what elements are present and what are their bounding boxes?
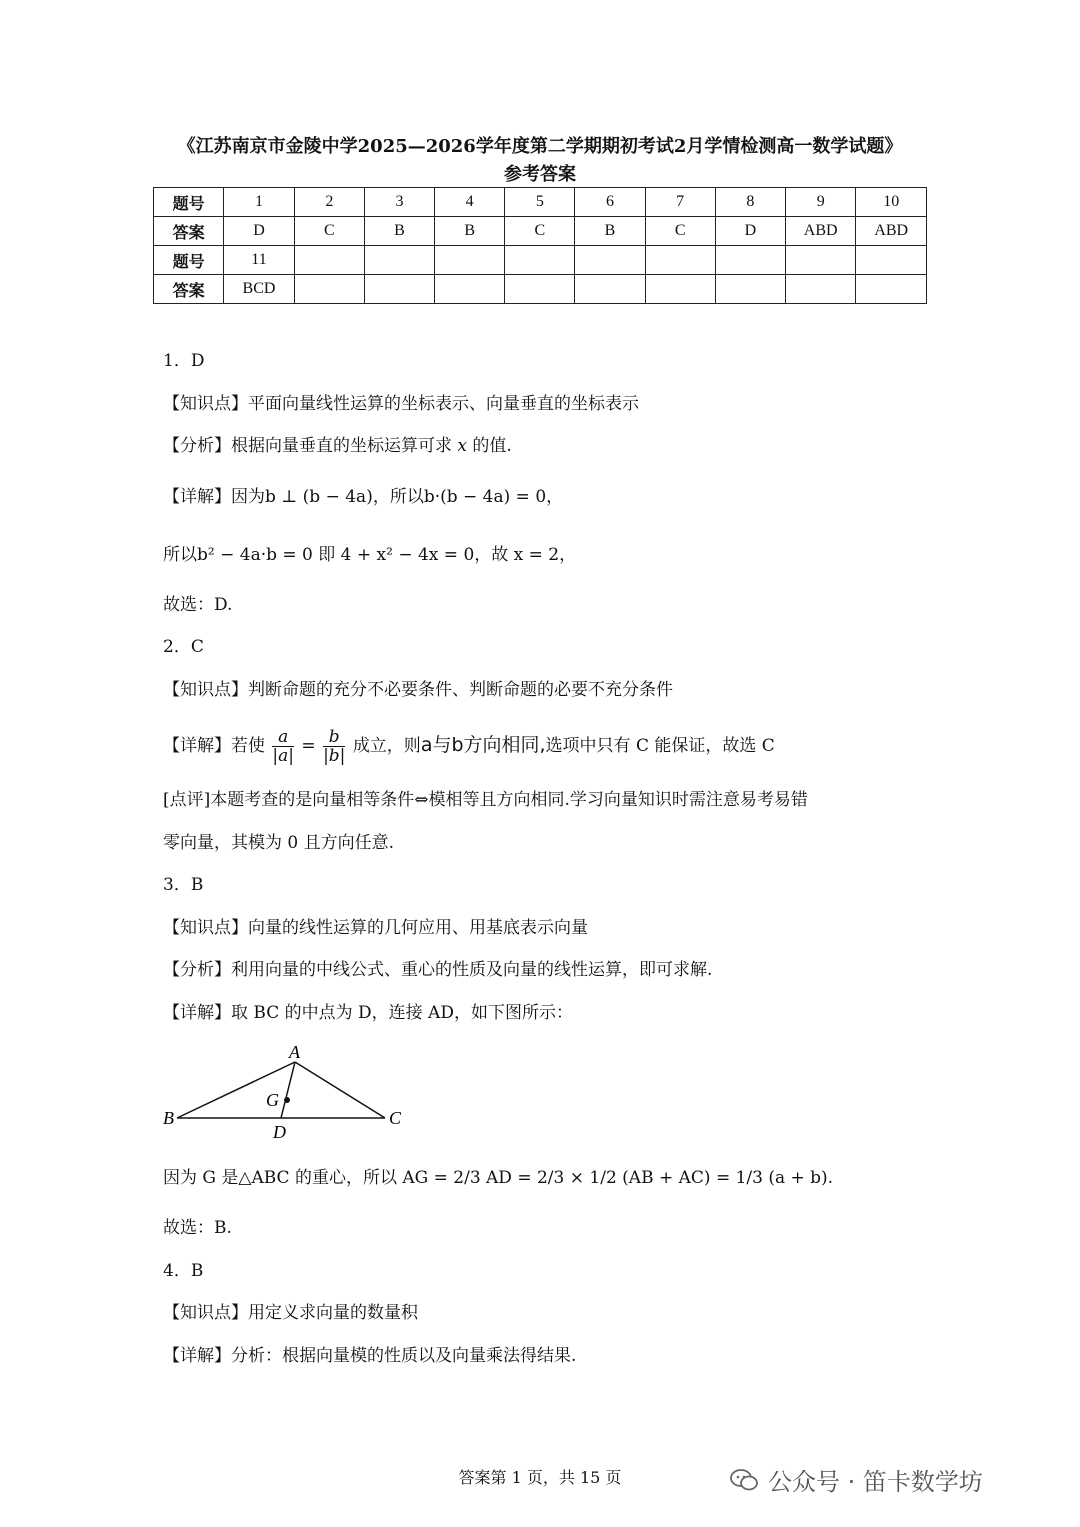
centroid-dot <box>284 1097 290 1103</box>
document-title: 《江苏南京市金陵中学2025—2026学年度第二学期期初考试2月学情检测高一数学试题》 <box>177 136 903 157</box>
q4-knowledge-point: 【知识点】用定义求向量的数量积 <box>163 1303 418 1323</box>
q3-detail: 【详解】取 BC 的中点为 D，连接 AD，如下图所示： <box>163 1002 573 1023</box>
q1-heading: 1．D <box>163 351 205 371</box>
q2-detail-pre: 【详解】若使 <box>163 736 265 756</box>
q3-knowledge-point: 【知识点】向量的线性运算的几何应用、用基底表示向量 <box>163 917 588 938</box>
table-cell <box>645 275 715 304</box>
table-cell: 11 <box>224 246 294 275</box>
fraction-numerator: a <box>272 728 294 747</box>
table-cell <box>294 275 364 304</box>
triangle-diagram <box>163 1034 423 1149</box>
table-cell <box>575 246 645 275</box>
table-cell: B <box>435 217 505 246</box>
handwritten-note: a与b方向相同, <box>420 734 546 756</box>
equals-sign: = <box>301 736 316 756</box>
label-g: G <box>266 1090 279 1110</box>
triangle-figure <box>163 1034 923 1149</box>
fraction-numerator: b <box>323 728 345 747</box>
table-row <box>154 275 927 304</box>
q3-conclusion: 故选：B. <box>163 1218 232 1238</box>
table-cell: BCD <box>224 275 294 304</box>
label-c: C <box>389 1108 402 1128</box>
q1-analysis-post: 的值. <box>472 436 512 456</box>
table-cell <box>505 246 575 275</box>
table-cell <box>715 246 785 275</box>
table-cell: 5 <box>505 188 575 217</box>
q3-heading: 3．B <box>163 875 204 895</box>
table-cell: 3 <box>364 188 434 217</box>
table-cell: ABD <box>785 217 855 246</box>
q2-review-2: 零向量，其模为 0 且方向任意. <box>163 832 395 853</box>
table-row <box>154 188 927 217</box>
q1-detail-1: 【详解】因为b ⊥ (b − 4a)，所以b·(b − 4a) = 0， <box>163 486 564 507</box>
fraction-denominator: |a| <box>272 746 294 766</box>
q1-analysis <box>163 425 923 468</box>
table-cell <box>435 246 505 275</box>
table-cell <box>785 275 855 304</box>
q1-analysis-var: x <box>457 436 467 456</box>
watermark <box>730 1462 983 1497</box>
row-header: 题号 <box>154 188 224 217</box>
wechat-icon <box>730 1469 758 1491</box>
q2-heading: 2．C <box>163 637 204 657</box>
q4-heading: 4．B <box>163 1260 204 1281</box>
q1-knowledge-point: 【知识点】平面向量线性运算的坐标表示、向量垂直的坐标表示 <box>163 393 639 414</box>
table-cell <box>785 246 855 275</box>
table-cell: C <box>505 217 575 246</box>
answer-table <box>153 187 927 304</box>
table-cell: 7 <box>645 188 715 217</box>
table-cell: C <box>294 217 364 246</box>
row-header: 题号 <box>154 246 224 275</box>
row-header: 答案 <box>154 217 224 246</box>
document-subtitle: 参考答案 <box>504 164 576 185</box>
q2-review-1: [点评]本题考查的是向量相等条件⇔模相等且方向相同.学习向量知识时需注意易考易错 <box>163 790 808 810</box>
q2-detail-mid: 成立，则 <box>352 736 421 756</box>
table-cell: D <box>224 217 294 246</box>
q1-analysis-pre: 【分析】根据向量垂直的坐标运算可求 <box>163 436 452 456</box>
table-cell: 4 <box>435 188 505 217</box>
q1-detail-2: 所以b² − 4a·b = 0 即 4 + x² − 4x = 0，故 x = 2， <box>163 544 577 565</box>
answer-content <box>163 340 923 1377</box>
table-cell: B <box>575 217 645 246</box>
q1-conclusion: 故选：D. <box>163 594 233 615</box>
q2-detail-post: 选项中只有 C 能保证，故选 C <box>545 736 775 756</box>
table-cell <box>435 275 505 304</box>
table-cell: 1 <box>224 188 294 217</box>
table-cell: 2 <box>294 188 364 217</box>
label-d: D <box>273 1122 286 1142</box>
table-cell: 6 <box>575 188 645 217</box>
label-b: B <box>163 1108 174 1128</box>
table-cell <box>364 275 434 304</box>
table-cell: B <box>364 217 434 246</box>
q3-calculation: 因为 G 是△ABC 的重心，所以 AG = 2/3 AD = 2/3 × 1/2 (AB + AC) = 1/3 (a + b). <box>163 1168 834 1188</box>
table-cell <box>645 246 715 275</box>
q3-analysis: 【分析】利用向量的中线公式、重心的性质及向量的线性运算，即可求解. <box>163 960 713 980</box>
table-cell <box>856 246 927 275</box>
page-footer: 答案第 1 页，共 15 页 <box>458 1468 622 1487</box>
fraction-denominator: |b| <box>323 746 346 766</box>
table-row <box>154 246 927 275</box>
label-a: A <box>289 1042 300 1062</box>
watermark-text: 公众号 · 笛卡数学坊 <box>768 1468 983 1496</box>
table-cell <box>856 275 927 304</box>
table-cell <box>715 275 785 304</box>
table-cell: 9 <box>785 188 855 217</box>
fraction <box>272 728 294 765</box>
table-cell <box>294 246 364 275</box>
q2-knowledge-point: 【知识点】判断命题的充分不必要条件、判断命题的必要不充分条件 <box>163 679 673 700</box>
table-cell: ABD <box>856 217 927 246</box>
edge-ac <box>295 1062 385 1118</box>
table-cell: D <box>715 217 785 246</box>
table-cell <box>364 246 434 275</box>
table-cell: 8 <box>715 188 785 217</box>
q2-detail <box>163 711 923 779</box>
row-header: 答案 <box>154 275 224 304</box>
fraction <box>323 728 345 765</box>
table-cell <box>505 275 575 304</box>
table-cell <box>575 275 645 304</box>
q4-detail: 【详解】分析：根据向量模的性质以及向量乘法得结果. <box>163 1345 577 1366</box>
table-row <box>154 217 927 246</box>
table-cell: 10 <box>856 188 927 217</box>
median-ad <box>281 1062 295 1118</box>
table-cell: C <box>645 217 715 246</box>
